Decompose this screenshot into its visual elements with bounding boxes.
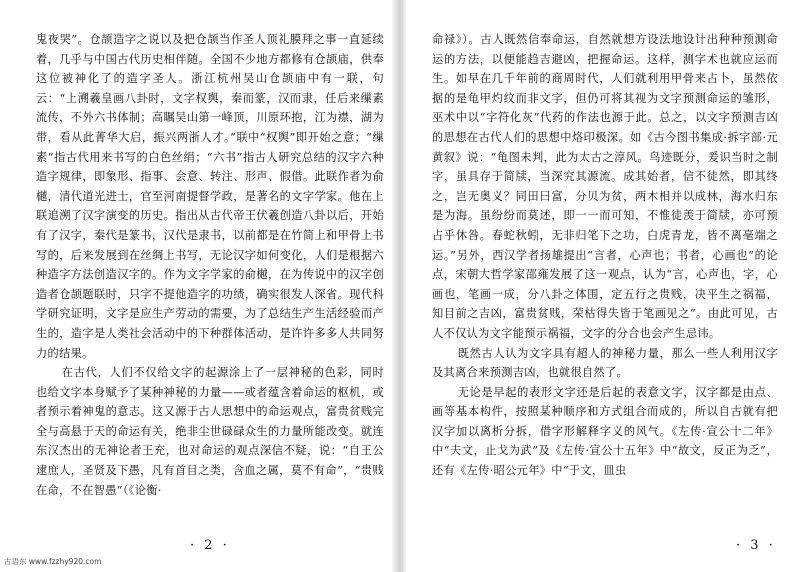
- paragraph: 鬼夜哭”。仓颉造字之说以及把仓颉当作圣人顶礼膜拜之事一直延续着，几乎与中国古代历史相伴随。全国不少地方都修有仓颉庙，供奉这位被神化了的造字圣人。浙江杭州吴山仓颉庙中有一联，句云：“上溯羲皇画八卦时，文字权舆，秦而篆，汉而隶，任后来缫素流传，不外六书体制；高瞩吴山第一峰顶，川原环抱，江为襟，湖为带，看从此菁华大启，振兴两浙人才。”联中“权舆”即开始之意；“缫素”指古代用来书写的白色丝绢；“六书”指古人研究总结的汉字六种造字规律，即象形、指事、会意、转注、形声、假借。此联作者为俞樾，清代道光进士，官至河南提督学政，是著名的文字学家。他在上联追溯了汉字演变的历史。指出从古代帝王伏羲创造八卦以后，开始有了汉字，秦代是篆书，汉代是隶书，以前都是在竹简上和甲骨上书写的，后来发展到在丝绸上书写，无论汉字如何变化，人们是根据六种造字方法创造汉字的。作为文字学家的俞樾，在为传说中的汉字创造者仓颉题联时，只字不提他造字的功绩，确实很发人深省。现代科学研究证明，文字是应生产劳动的需要，为了总结生产生活经验而产生的，造字是人类社会活动中的下种群体活动，是许许多多人共同努力的结果。: [36, 33, 384, 360]
- paragraph: 无论是早起的表形文字还是后起的表意文字，汉字都是由点、画等基本构件，按照某种顺序和方式组合而成的，所以自古就有把汉字加以离析分拆，借字形解释字义的风气。《左传·宣公十二年》中“夫文，止戈为武”及《左传·宣公十五年》中“故文，反正为乏”，还有《左传·昭公元年》中“于文，皿虫: [432, 385, 778, 478]
- left-page-text: [36, 30, 384, 500]
- right-page-text: [432, 30, 778, 481]
- paragraph: 命禄》）。古人既然信奉命运，自然就想方设法地设计出种种预测命运的方法，以便能趋吉避凶，把握命运。这样，测字术也就应运而生。如早在几千年前的商周时代，人们就利用甲骨来占卜，虽然依据的是龟甲灼纹而非文字，但仍可将其视为文字预测命运的雏形，巫术中以“字符化灰”代药的作法也源于此。总之，以文字预测吉凶的思想在古代人们的思想中烙印极深。如《古今图书集成·拆字部·元黄叙》说：“龟图未判，此为太古之淳风。鸟迹既分，爰识当时之制字，虽具存于简牍，当深究其源流。成其始者，信不徒然，即其终之，岂无奥义？同田曰富，分贝为贫，两木相并以成林，海水归东是为海。虽纷纷而莫述，即一一而可知，不惟徒羡于简牍，亦可预占乎休咎。春蛇秋蚓，无非归笔下之功，白虎青龙，皆不离毫端之运。”另外，西汉学者扬雄提出“言者，心声也；书者，心画也”的论点，宋朝大哲学家邵雍发展了这一观点，认为“言，心声也，字，心画也，笔画一成，分八卦之体围，定五行之贵贱，决平生之祸福，知目前之吉凶，富贵贫贱，荣枯得失皆于笔画见之”。由此可见，古人不仅认为文字能预示祸福，文字的分合也会产生忌讳。: [432, 33, 778, 340]
- paragraph: 既然古人认为文字具有超人的神秘力量，那么一些人利用汉字及其离合来预测吉凶，也就很自然了。: [432, 346, 778, 380]
- page-number: · 3 ·: [736, 538, 776, 553]
- paragraph: 在古代，人们不仅给文字的起源涂上了一层神秘的色彩，同时也给文字本身赋予了某种神秘的力量——或者蕴含着命运的枢机，或者预示着神鬼的意志。这又源于古人思想中的命运观点，富贵贫贱完全与高悬于天的命运有关，绝非尘世碌碌众生的力量所能改变。就连东汉杰出的无神论者王充，也对命运的观点深信不疑，说：“自王公逮庶人，圣贤及下愚，凡有首目之类，含血之属，莫不有命”，“贵贱在命，不在智愚”（《论衡·: [36, 366, 384, 497]
- book-gutter: [392, 0, 406, 572]
- page-number: · 2 ·: [190, 538, 230, 553]
- site-watermark: 古语东 www.fzzhy920.com: [4, 557, 102, 566]
- left-page: [0, 0, 392, 572]
- right-page: [406, 0, 793, 572]
